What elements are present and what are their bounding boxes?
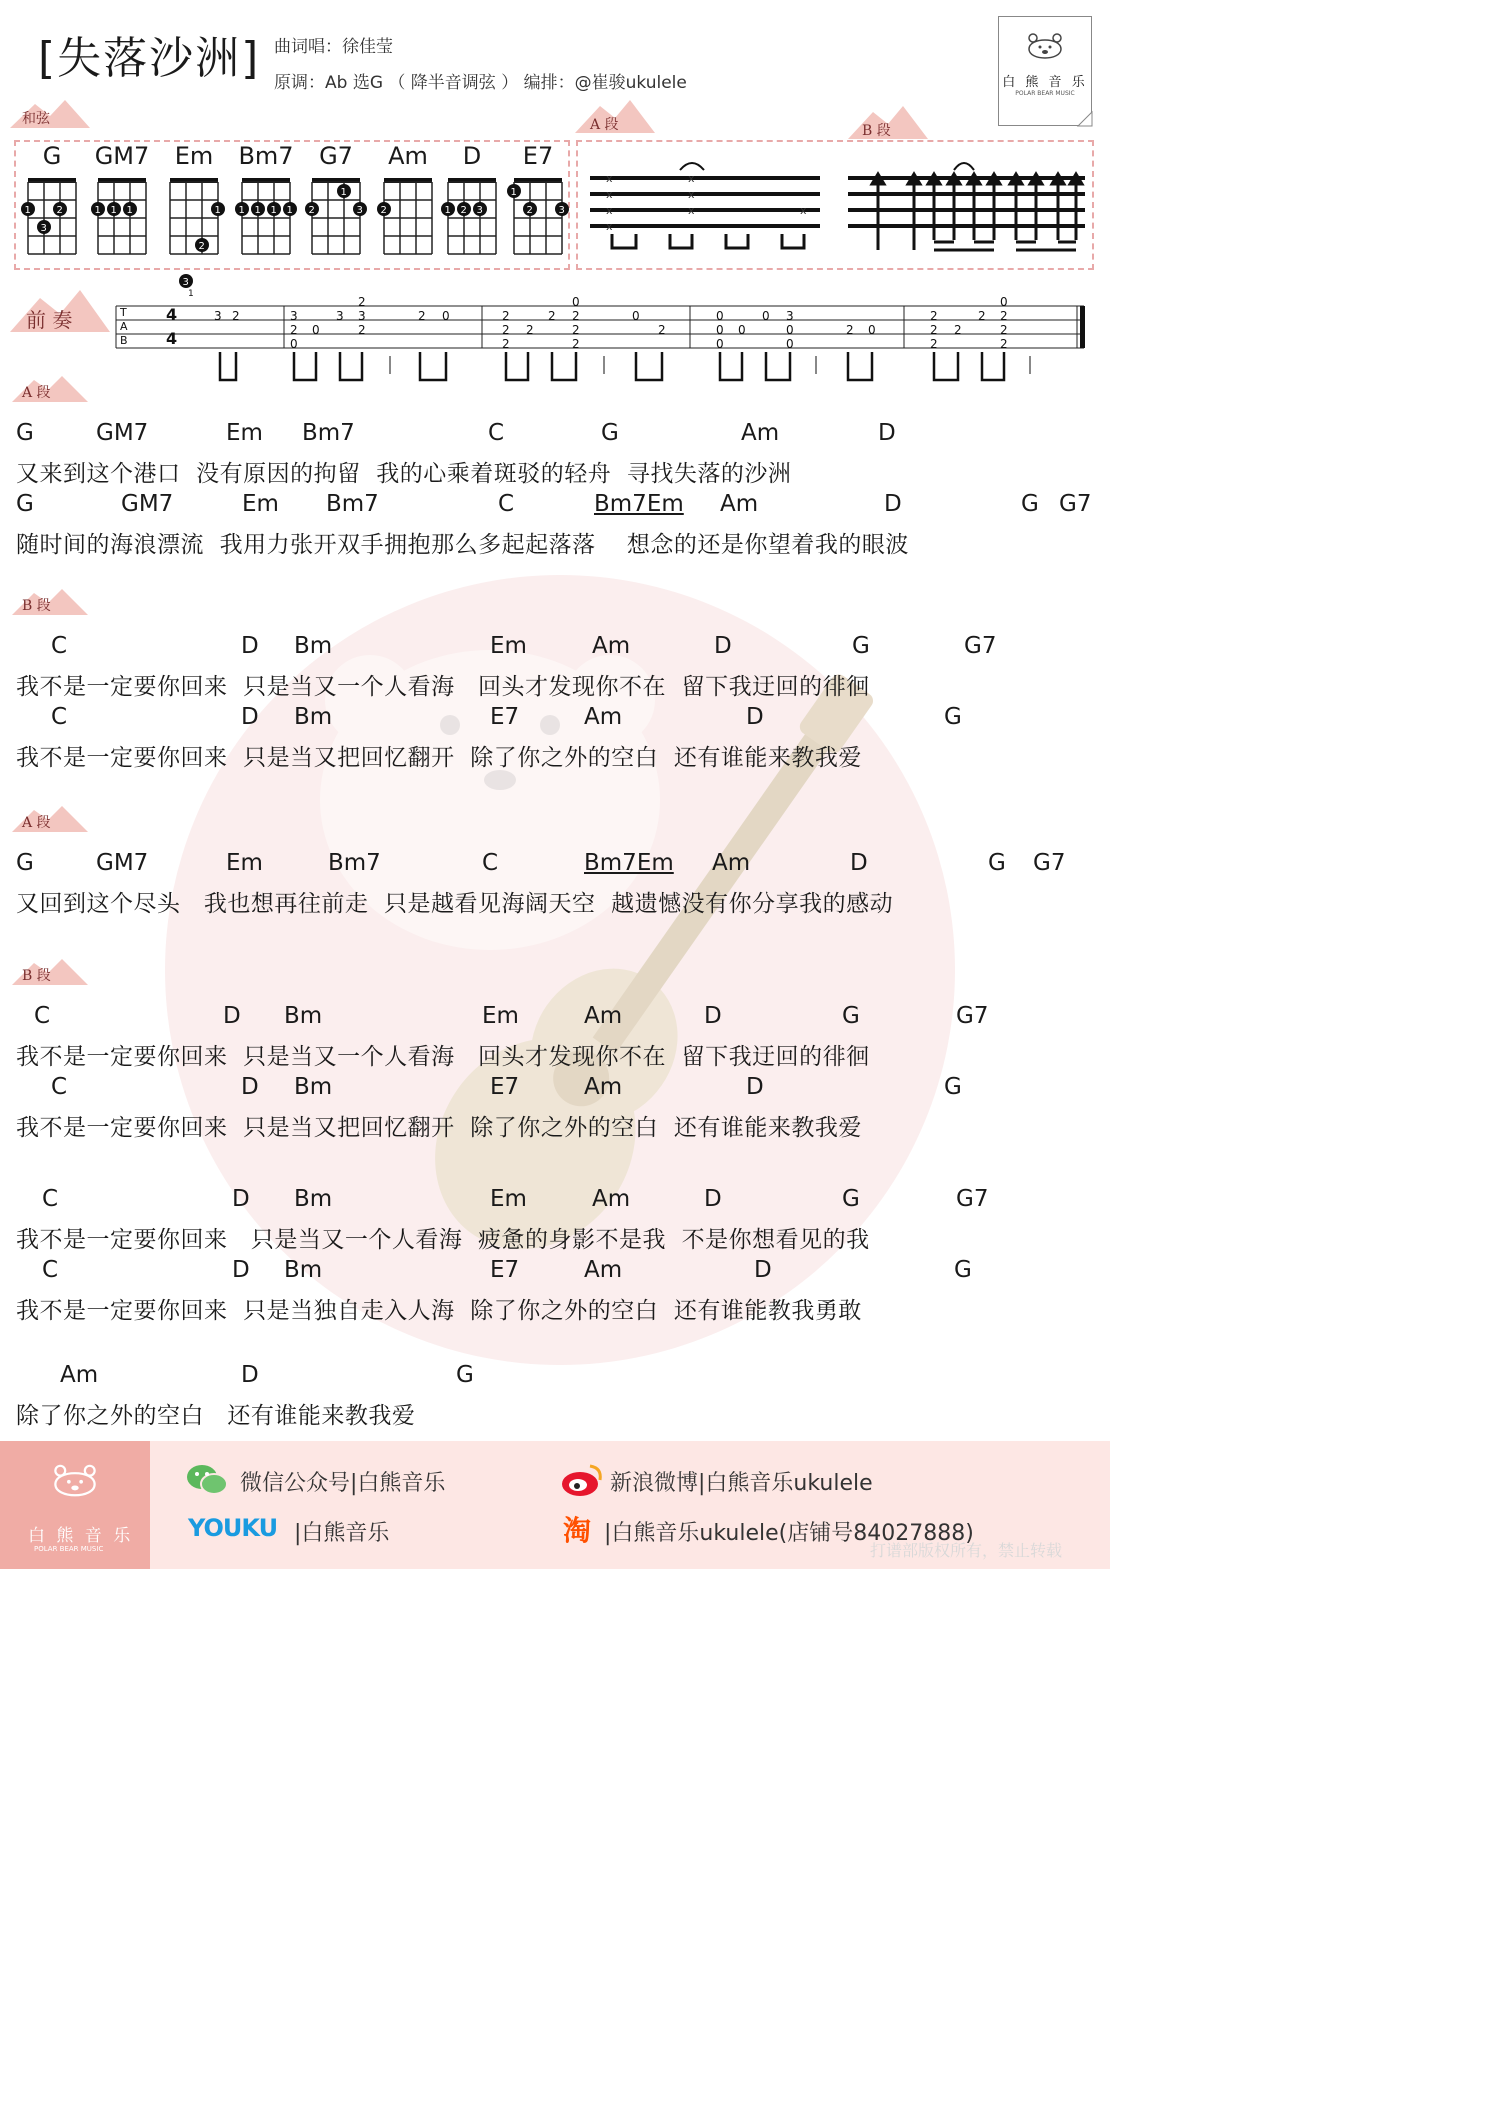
chord-diagram xyxy=(92,142,152,266)
chord-symbol: Em xyxy=(226,420,263,446)
strum-pattern-a xyxy=(590,163,820,248)
svg-text:3: 3 xyxy=(290,309,298,323)
song-title: [失落沙洲] xyxy=(38,33,261,84)
svg-text:2: 2 xyxy=(978,309,986,323)
bear-icon xyxy=(1023,31,1067,65)
svg-text:2: 2 xyxy=(358,323,366,337)
chord-symbol: GM7 xyxy=(96,420,149,446)
chord-diagram-name: Am xyxy=(388,142,428,170)
lyric-line: 我不是一定要你回来 只是当又一个人看海 疲惫的身影不是我 不是你想看见的我 xyxy=(16,1227,870,1253)
taobao-icon[interactable] xyxy=(560,1512,598,1548)
fretboard-grid xyxy=(236,176,296,262)
svg-text:0: 0 xyxy=(738,323,746,337)
strum-patterns xyxy=(580,150,1090,260)
svg-text:1: 1 xyxy=(188,289,194,299)
strum-pattern-b xyxy=(848,163,1085,250)
chord-symbol: Am xyxy=(720,491,759,517)
finger-number: 1 xyxy=(214,205,221,216)
chord-symbol: Em xyxy=(242,491,279,517)
chord-symbol: Bm7 xyxy=(328,850,381,876)
chord-symbol: D xyxy=(232,1257,250,1283)
fretboard-grid xyxy=(508,176,568,262)
lyric-line: 我不是一定要你回来 只是当独自走入人海 除了你之外的空白 还有谁能教我勇敢 xyxy=(16,1298,862,1324)
chord-symbol: E7 xyxy=(490,704,520,730)
chord-symbol: Em xyxy=(482,1003,519,1029)
section-tag: B 段 xyxy=(22,598,51,614)
svg-text:0: 0 xyxy=(868,323,876,337)
chord-symbol: Am xyxy=(592,1186,631,1212)
footer-brand-panel xyxy=(0,1441,150,1569)
section-tag: A 段 xyxy=(22,815,51,831)
svg-text:0: 0 xyxy=(762,309,770,323)
chord-symbol: Em xyxy=(490,633,527,659)
brand-logo xyxy=(998,16,1092,126)
chord-symbol: G xyxy=(988,850,1006,876)
svg-text:2: 2 xyxy=(572,337,580,351)
chord-diagram xyxy=(164,142,224,288)
svg-text:2: 2 xyxy=(930,337,938,351)
section-tag: A 段 xyxy=(22,385,51,401)
chord-symbol: Am xyxy=(60,1362,99,1388)
chord-symbol: G xyxy=(16,420,34,446)
svg-text:2: 2 xyxy=(358,295,366,309)
credit-line: 曲词唱：徐佳莹 xyxy=(274,37,393,57)
tag-a-strum: A 段 xyxy=(590,117,619,133)
svg-text:3: 3 xyxy=(358,309,366,323)
section-tag: B 段 xyxy=(22,968,51,984)
svg-text:2: 2 xyxy=(1000,323,1008,337)
finger-number: 3 xyxy=(182,277,189,288)
chord-symbol: Am xyxy=(584,1003,623,1029)
svg-text:3: 3 xyxy=(786,309,794,323)
finger-number: 1 xyxy=(238,205,245,216)
finger-number: 1 xyxy=(254,205,261,216)
finger-number: 1 xyxy=(340,187,347,198)
chord-symbol: Bm7Em xyxy=(584,850,674,876)
chord-diagram-row xyxy=(22,142,565,288)
fretboard-grid xyxy=(22,176,82,262)
svg-text:2: 2 xyxy=(502,309,510,323)
wechat-label[interactable]: 微信公众号|白熊音乐 xyxy=(240,1471,446,1496)
chord-symbol: Bm xyxy=(294,704,333,730)
lyric-line: 我不是一定要你回来 只是当又一个人看海 回头才发现你不在 留下我迂回的徘徊 xyxy=(16,1044,870,1070)
finger-number: 1 xyxy=(24,205,31,216)
svg-text:0: 0 xyxy=(786,337,794,351)
tab-string-t: T xyxy=(120,306,127,319)
chord-symbol: Am xyxy=(584,1257,623,1283)
youku-logo[interactable]: YOUKU xyxy=(188,1514,278,1542)
svg-text:2: 2 xyxy=(502,337,510,351)
chord-diagram xyxy=(508,142,568,266)
svg-text:x: x xyxy=(606,204,613,217)
finger-number: 2 xyxy=(526,205,533,216)
chord-symbol: D xyxy=(241,1074,259,1100)
chord-diagram-name: G7 xyxy=(319,142,353,170)
finger-number: 2 xyxy=(198,241,205,252)
chord-symbol: G xyxy=(16,850,34,876)
svg-text:x: x xyxy=(688,172,695,185)
chord-symbol: G xyxy=(1021,491,1039,517)
svg-text:3: 3 xyxy=(336,309,344,323)
lyric-line: 我不是一定要你回来 只是当又一个人看海 回头才发现你不在 留下我迂回的徘徊 xyxy=(16,674,870,700)
finger-number: 2 xyxy=(460,205,467,216)
fretboard-grid xyxy=(442,176,502,262)
chord-diagram-name: E7 xyxy=(522,142,554,170)
finger-number: 1 xyxy=(270,205,277,216)
logo-text-en: POLAR BEAR MUSIC xyxy=(1015,90,1075,97)
svg-text:2: 2 xyxy=(1000,309,1008,323)
tag-b-strum: B 段 xyxy=(862,123,891,139)
chord-symbol: G xyxy=(842,1186,860,1212)
chord-symbol: D xyxy=(704,1003,722,1029)
finger-number: 2 xyxy=(380,205,387,216)
svg-text:x: x xyxy=(606,188,613,201)
svg-text:2: 2 xyxy=(930,309,938,323)
svg-text:x: x xyxy=(606,172,613,185)
chord-symbol: G xyxy=(456,1362,474,1388)
chord-symbol: C xyxy=(482,850,499,876)
svg-text:0: 0 xyxy=(312,323,320,337)
chord-symbol: GM7 xyxy=(121,491,174,517)
chord-symbol: C xyxy=(498,491,515,517)
chord-diagram-name: Em xyxy=(174,142,214,170)
chord-diagram xyxy=(378,142,438,266)
svg-text:0: 0 xyxy=(716,309,724,323)
svg-text:0: 0 xyxy=(632,309,640,323)
svg-text:2: 2 xyxy=(526,323,534,337)
chord-symbol: G7 xyxy=(956,1186,989,1212)
svg-text:淘: 淘 xyxy=(563,1514,592,1547)
finger-number: 2 xyxy=(308,205,315,216)
chord-symbol: D xyxy=(241,1362,259,1388)
chord-symbol: D xyxy=(714,633,732,659)
chord-symbol: C xyxy=(51,704,68,730)
finger-number: 2 xyxy=(56,205,63,216)
lyric-line: 除了你之外的空白 还有谁能来教我爱 xyxy=(16,1403,416,1429)
svg-text:0: 0 xyxy=(1000,295,1008,309)
key-line: 原调：Ab 选G （ 降半音调弦 ） 编排：@崔骏ukulele xyxy=(274,73,687,93)
svg-text:0: 0 xyxy=(572,295,580,309)
finger-number: 1 xyxy=(94,205,101,216)
fretboard-grid xyxy=(164,176,224,288)
chord-diagram-name: Bm7 xyxy=(238,142,294,170)
copyright-watermark: 打谱部版权所有，禁止转载 xyxy=(870,1541,1063,1560)
svg-text:2: 2 xyxy=(1000,337,1008,351)
page-fold-icon xyxy=(1078,112,1092,126)
youku-label[interactable]: |白熊音乐 xyxy=(294,1521,390,1546)
finger-number: 3 xyxy=(40,223,47,234)
chord-symbol: G7 xyxy=(956,1003,989,1029)
chord-symbol: D xyxy=(704,1186,722,1212)
chord-symbol: E7 xyxy=(490,1257,520,1283)
svg-text:0: 0 xyxy=(716,337,724,351)
lyric-line: 随时间的海浪漂流 我用力张开双手拥抱那么多起起落落 想念的还是你望着我的眼波 xyxy=(16,532,909,558)
svg-text:2: 2 xyxy=(572,309,580,323)
chord-symbol: Bm7Em xyxy=(594,491,684,517)
chord-symbol: Am xyxy=(584,1074,623,1100)
chord-symbol: C xyxy=(51,1074,68,1100)
fretboard-grid xyxy=(92,176,152,262)
chord-symbol: G xyxy=(944,1074,962,1100)
svg-text:x: x xyxy=(688,188,695,201)
finger-number: 3 xyxy=(476,205,483,216)
chord-symbol: Bm xyxy=(294,633,333,659)
lyric-line: 又来到这个港口 没有原因的拘留 我的心乘着斑驳的轻舟 寻找失落的沙洲 xyxy=(16,461,792,487)
chord-diagram-name: D xyxy=(462,142,482,170)
chord-symbol: D xyxy=(746,1074,764,1100)
chord-symbol: D xyxy=(754,1257,772,1283)
chord-symbol: C xyxy=(51,633,68,659)
chord-symbol: Bm7 xyxy=(326,491,379,517)
chord-symbol: G xyxy=(944,704,962,730)
finger-number: 3 xyxy=(356,205,363,216)
chord-symbol: D xyxy=(223,1003,241,1029)
bear-icon xyxy=(48,1461,102,1505)
time-sig-bottom: 4 xyxy=(166,329,178,348)
fretboard-grid xyxy=(306,176,366,262)
svg-text:x: x xyxy=(800,204,807,217)
chord-symbol: D xyxy=(850,850,868,876)
chord-symbol: G7 xyxy=(1059,491,1092,517)
chord-symbol: G7 xyxy=(1033,850,1066,876)
taobao-label[interactable]: |白熊音乐ukulele(店铺号84027888) xyxy=(604,1521,974,1546)
svg-text:0: 0 xyxy=(290,337,298,351)
finger-number: 3 xyxy=(558,205,565,216)
svg-text:2: 2 xyxy=(548,309,556,323)
tag-intro: 前 奏 xyxy=(26,308,73,332)
chord-symbol: G xyxy=(842,1003,860,1029)
chord-symbol: G xyxy=(954,1257,972,1283)
footer-brand-cn: 白 熊 音 乐 xyxy=(28,1526,134,1546)
chord-symbol: D xyxy=(884,491,902,517)
chord-symbol: Bm xyxy=(284,1257,323,1283)
svg-text:2: 2 xyxy=(930,323,938,337)
finger-number: 1 xyxy=(286,205,293,216)
chord-symbol: Am xyxy=(592,633,631,659)
svg-text:0: 0 xyxy=(716,323,724,337)
chord-symbol: G xyxy=(601,420,619,446)
finger-number: 1 xyxy=(510,187,517,198)
chord-symbol: G7 xyxy=(964,633,997,659)
chord-symbol: C xyxy=(34,1003,51,1029)
tab-string-a: A xyxy=(120,320,128,333)
weibo-icon[interactable] xyxy=(560,1462,604,1498)
svg-text:0: 0 xyxy=(786,323,794,337)
chord-symbol: D xyxy=(241,633,259,659)
tab-string-b: B xyxy=(120,334,128,347)
svg-text:2: 2 xyxy=(846,323,854,337)
chord-symbol: D xyxy=(746,704,764,730)
svg-text:3: 3 xyxy=(214,309,222,323)
chord-symbol: E7 xyxy=(490,1074,520,1100)
chord-diagram xyxy=(306,142,366,266)
chord-symbol: C xyxy=(42,1257,59,1283)
finger-number: 1 xyxy=(110,205,117,216)
svg-text:x: x xyxy=(606,220,613,233)
lyric-line: 我不是一定要你回来 只是当又把回忆翻开 除了你之外的空白 还有谁能来教我爱 xyxy=(16,745,862,771)
intro-tablature xyxy=(112,290,1092,390)
svg-text:2: 2 xyxy=(232,309,240,323)
chord-symbol: GM7 xyxy=(96,850,149,876)
chord-symbol: Em xyxy=(490,1186,527,1212)
chord-symbol: Bm xyxy=(294,1186,333,1212)
fretboard-grid xyxy=(378,176,438,262)
wechat-icon[interactable] xyxy=(186,1462,230,1498)
svg-text:0: 0 xyxy=(442,309,450,323)
svg-text:2: 2 xyxy=(418,309,426,323)
chord-symbol: Em xyxy=(226,850,263,876)
chord-symbol: G xyxy=(852,633,870,659)
svg-text:2: 2 xyxy=(658,323,666,337)
chord-symbol: D xyxy=(878,420,896,446)
svg-text:2: 2 xyxy=(572,323,580,337)
chord-diagram xyxy=(22,142,82,266)
svg-text:2: 2 xyxy=(502,323,510,337)
chord-symbol: D xyxy=(241,704,259,730)
svg-text:2: 2 xyxy=(954,323,962,337)
chord-diagram xyxy=(236,142,296,266)
chord-symbol: Am xyxy=(712,850,751,876)
chord-symbol: Am xyxy=(584,704,623,730)
svg-text:x: x xyxy=(688,204,695,217)
lyric-line: 我不是一定要你回来 只是当又把回忆翻开 除了你之外的空白 还有谁能来教我爱 xyxy=(16,1115,862,1141)
chord-symbol: Bm7 xyxy=(302,420,355,446)
footer-brand-en: POLAR BEAR MUSIC xyxy=(34,1545,104,1553)
weibo-label[interactable]: 新浪微博|白熊音乐ukulele xyxy=(610,1471,873,1496)
chord-diagram xyxy=(442,142,502,266)
chord-diagram-name: GM7 xyxy=(94,142,150,170)
chord-symbol: Bm xyxy=(284,1003,323,1029)
chord-symbol: Am xyxy=(741,420,780,446)
chord-symbol: G xyxy=(16,491,34,517)
chord-symbol: C xyxy=(488,420,505,446)
finger-number: 1 xyxy=(126,205,133,216)
chord-symbol: D xyxy=(232,1186,250,1212)
logo-text-cn: 白 熊 音 乐 xyxy=(1002,75,1088,90)
time-sig-top: 4 xyxy=(166,305,178,324)
lyric-line: 又回到这个尽头 我也想再往前走 只是越看见海阔天空 越遗憾没有你分享我的感动 xyxy=(16,891,894,917)
chord-symbol: C xyxy=(42,1186,59,1212)
chord-symbol: Bm xyxy=(294,1074,333,1100)
svg-text:2: 2 xyxy=(290,323,298,337)
tag-chords: 和弦 xyxy=(22,111,50,127)
finger-number: 1 xyxy=(444,205,451,216)
chord-diagram-name: G xyxy=(42,142,62,170)
